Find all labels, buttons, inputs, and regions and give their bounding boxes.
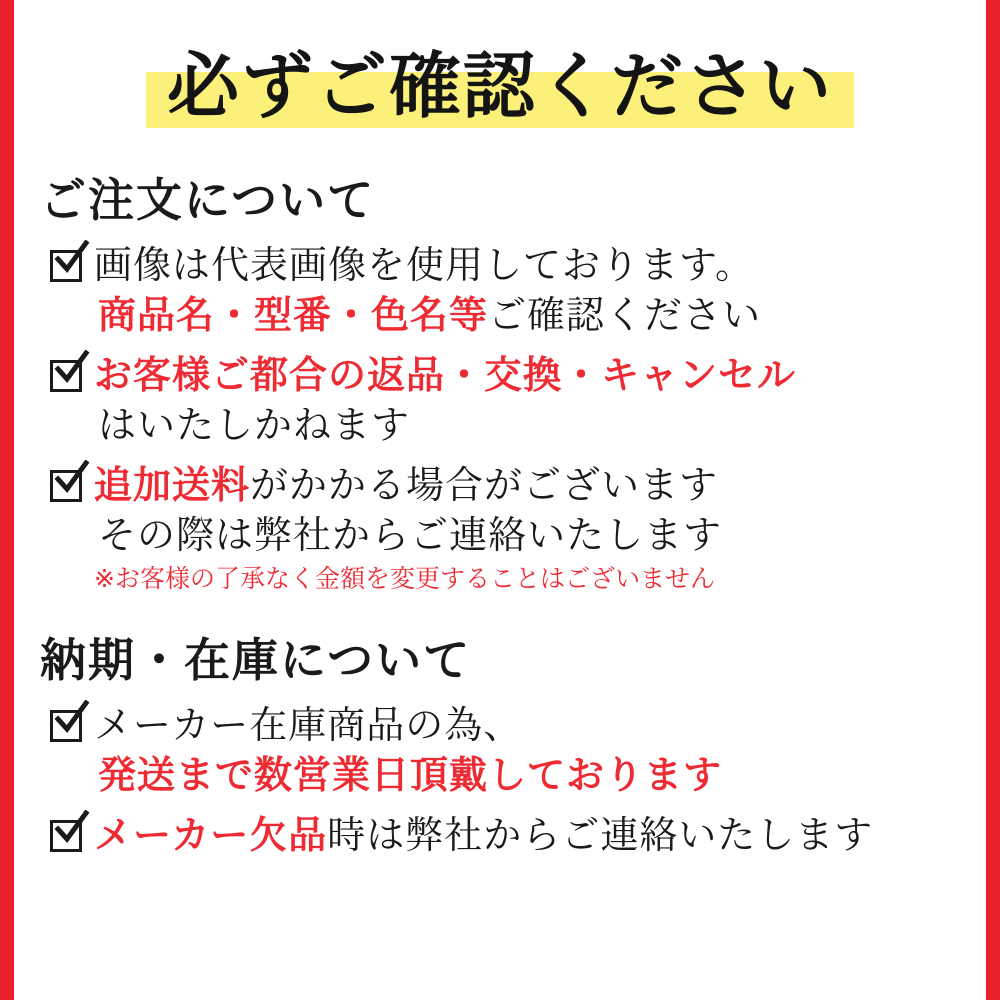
notice-line xyxy=(94,350,796,400)
body-text: その際は弊社からご連絡いたします xyxy=(98,513,723,557)
checkbox-checked-icon xyxy=(48,246,88,286)
notice-line xyxy=(98,400,796,450)
checkbox-checked-icon xyxy=(48,816,88,856)
notice-line xyxy=(98,750,722,800)
notice-item xyxy=(48,350,986,450)
notice-line xyxy=(94,700,722,750)
body-text: ご確認ください xyxy=(488,293,762,337)
notice-item-text xyxy=(94,700,722,800)
body-text: はいたしかねます xyxy=(98,403,411,447)
body-text: がかかる場合がございます xyxy=(250,463,719,507)
sections-container xyxy=(14,164,986,860)
notice-content xyxy=(14,0,986,1000)
body-text: メーカー在庫商品の為、 xyxy=(94,703,523,747)
emphasis-text: 追加送料 xyxy=(94,463,251,507)
right-red-border xyxy=(986,0,1000,1000)
section-heading: 納期・在庫について xyxy=(40,633,472,687)
notice-item-text xyxy=(94,810,873,860)
checkbox-checked-icon xyxy=(48,356,88,396)
notice-line xyxy=(94,810,873,860)
emphasis-text: 発送まで数営業日頂戴しております xyxy=(98,753,723,797)
notice-item-text xyxy=(94,240,761,340)
notice-line xyxy=(98,510,722,560)
notice-line xyxy=(98,290,761,340)
checkbox-checked-icon xyxy=(48,706,88,746)
page-title: 必ずご確認ください xyxy=(166,44,833,128)
notice-item xyxy=(48,460,986,598)
checkbox-checked-icon xyxy=(48,466,88,506)
notice-line xyxy=(94,240,761,290)
notice-item xyxy=(48,700,986,800)
emphasis-text: メーカー欠品 xyxy=(94,813,328,857)
notice-item xyxy=(48,240,986,340)
left-red-border xyxy=(0,0,14,1000)
notice-item-text xyxy=(94,350,796,450)
section-heading: ご注文について xyxy=(40,173,376,227)
emphasis-text: お客様ご都合の返品・交換・キャンセル xyxy=(94,353,797,397)
body-text: 時は弊社からご連絡いたします xyxy=(327,813,874,857)
notice-item xyxy=(48,810,986,860)
notice-item-text xyxy=(94,460,722,598)
notice-line xyxy=(94,460,722,510)
body-text: 画像は代表画像を使用しております。 xyxy=(94,243,754,287)
page-title-block xyxy=(14,34,986,146)
notice-footnote: ※お客様の了承なく金額を変更することはございません xyxy=(94,564,715,593)
emphasis-text: 商品名・型番・色名等 xyxy=(98,293,489,337)
